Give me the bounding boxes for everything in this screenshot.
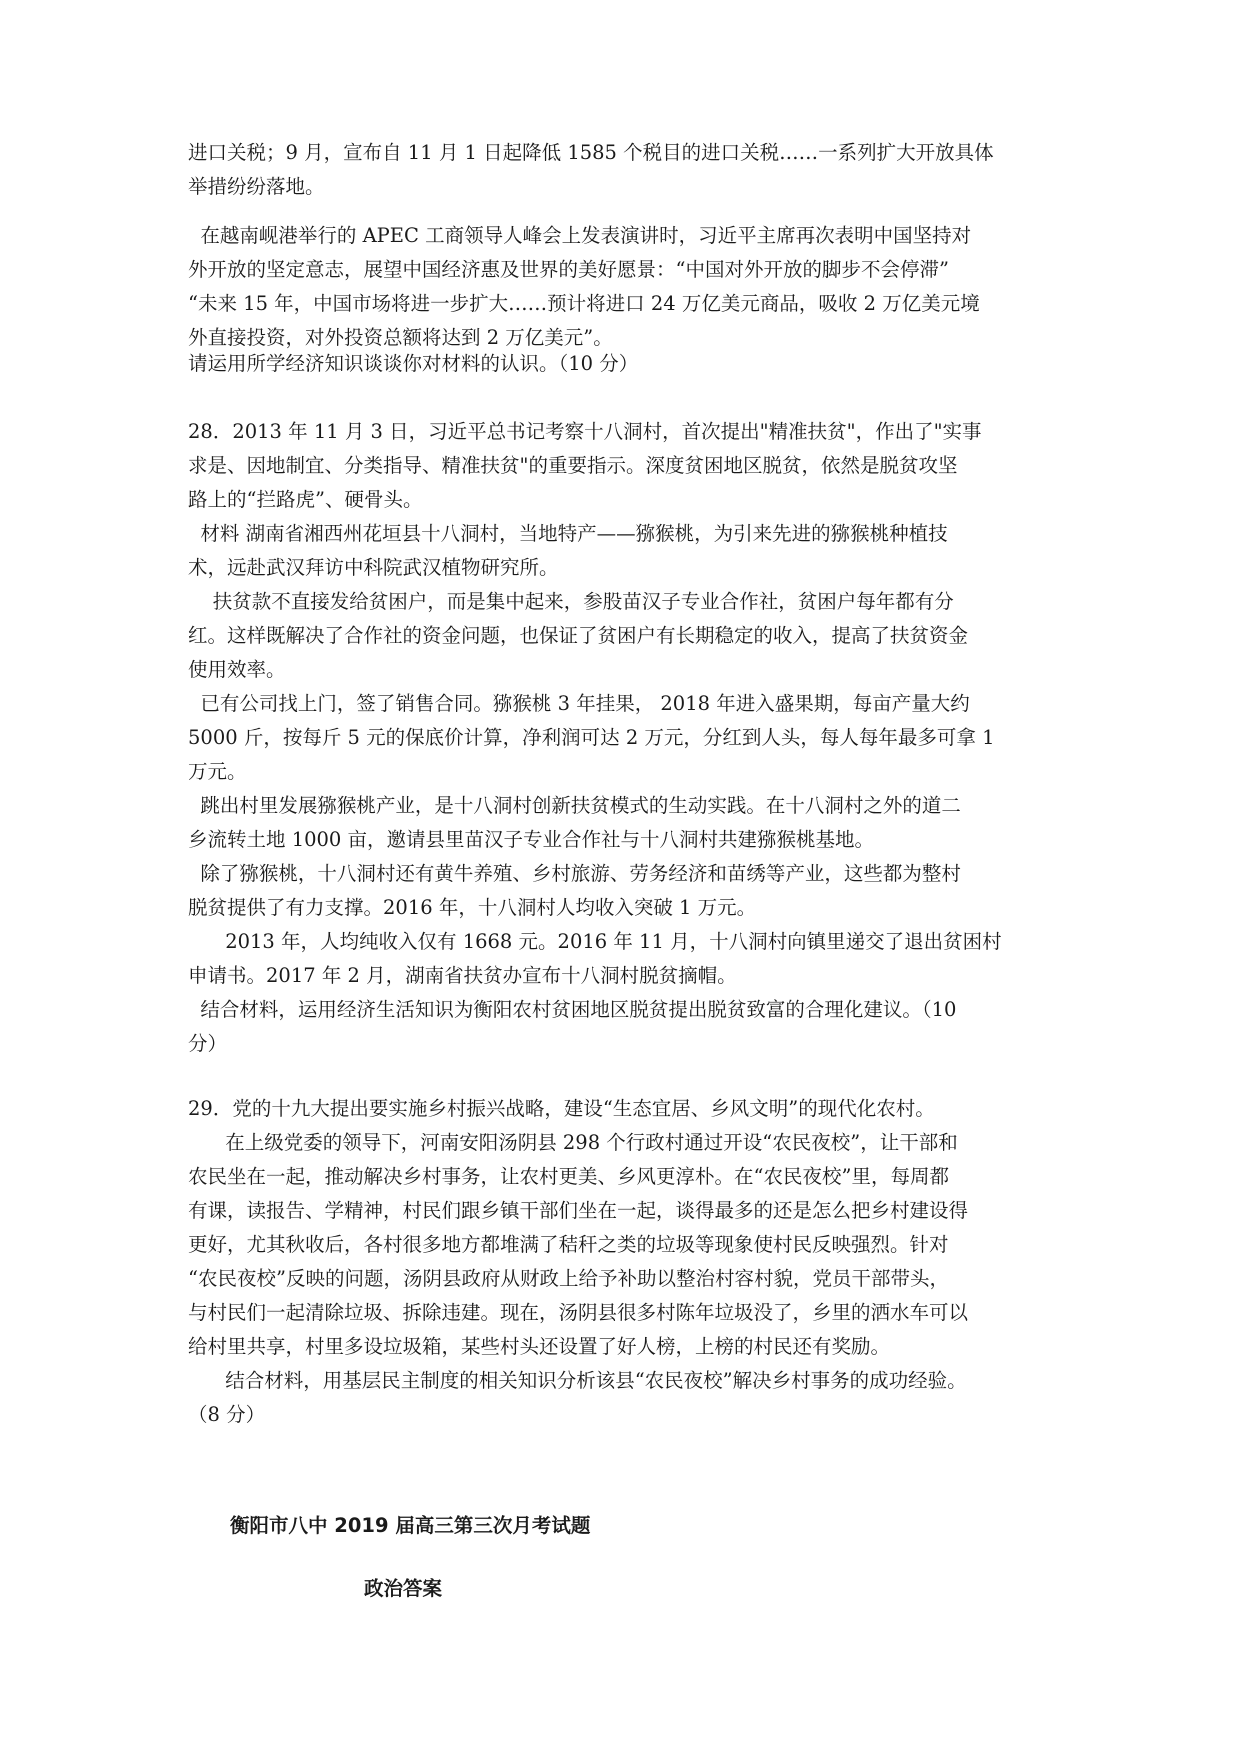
text-line: 进口关税；9 月，宣布自 11 月 1 日起降低 1585 个税目的进口关税……一系列扩大开放具体	[188, 141, 994, 164]
text-line: 29．党的十九大提出要实施乡村振兴战略，建设“生态宜居、乡风文明”的现代化农村。	[188, 1097, 935, 1120]
answer-section-subtitle: 政治答案	[364, 1577, 443, 1600]
text-line: 扶贫款不直接发给贫困户，而是集中起来，参股苗汉子专业合作社，贫困户每年都有分	[188, 590, 954, 613]
text-line: 路上的“拦路虎”、硬骨头。	[188, 488, 423, 511]
text-line: 给村里共享，村里多设垃圾箱，某些村头还设置了好人榜，上榜的村民还有奖励。	[188, 1335, 891, 1358]
text-line: “农民夜校”反映的问题，汤阴县政府从财政上给予补助以整治村容村貌，党员干部带头，	[188, 1267, 949, 1290]
text-line: 与村民们一起清除垃圾、拆除违建。现在，汤阴县很多村陈年垃圾没了，乡里的洒水车可以	[188, 1301, 969, 1324]
text-line: （8 分）	[188, 1403, 266, 1426]
text-line: 举措纷纷落地。	[188, 175, 325, 198]
text-line: 材料 湖南省湘西州花垣县十八洞村，当地特产——猕猴桃，为引来先进的猕猴桃种植技	[188, 522, 948, 545]
text-line: 在上级党委的领导下，河南安阳汤阴县 298 个行政村通过开设“农民夜校”，让干部和	[188, 1131, 958, 1154]
text-line: 申请书。2017 年 2 月，湖南省扶贫办宣布十八洞村脱贫摘帽。	[188, 964, 737, 987]
text-line: 除了猕猴桃，十八洞村还有黄牛养殖、乡村旅游、劳务经济和苗绣等产业，这些都为整村	[188, 862, 961, 885]
text-line: 外直接投资，对外投资总额将达到 2 万亿美元”。	[188, 326, 613, 349]
text-line: 跳出村里发展猕猴桃产业，是十八洞村创新扶贫模式的生动实践。在十八洞村之外的道二	[188, 794, 961, 817]
text-line: 已有公司找上门，签了销售合同。猕猴桃 3 年挂果， 2018 年进入盛果期，每亩产量大约	[188, 692, 970, 715]
text-line: 脱贫提供了有力支撑。2016 年，十八洞村人均收入突破 1 万元。	[188, 896, 757, 919]
question-prompt: 请运用所学经济知识谈谈你对材料的认识。（10 分）	[188, 352, 639, 375]
text-line: 5000 斤，按每斤 5 元的保底价计算，净利润可达 2 万元，分红到人头，每人每年最多可拿 1	[188, 726, 995, 749]
text-line: “未来 15 年，中国市场将进一步扩大……预计将进口 24 万亿美元商品，吸收 2 万亿美元境	[188, 292, 980, 315]
text-line: 2013 年，人均纯收入仅有 1668 元。2016 年 11 月，十八洞村向镇里递交了退出贫困村	[188, 930, 1002, 953]
text-line: 乡流转土地 1000 亩，邀请县里苗汉子专业合作社与十八洞村共建猕猴桃基地。	[188, 828, 875, 851]
text-line: 术，远赴武汉拜访中科院武汉植物研究所。	[188, 556, 559, 579]
text-line: 更好，尤其秋收后，各村很多地方都堆满了秸秆之类的垃圾等现象使村民反映强烈。针对	[188, 1233, 949, 1256]
answer-section-title: 衡阳市八中 2019 届高三第三次月考试题	[230, 1514, 591, 1537]
text-line: 求是、因地制宜、分类指导、精准扶贫"的重要指示。深度贫困地区脱贫，依然是脱贫攻坚	[188, 454, 958, 477]
text-line: 使用效率。	[188, 658, 286, 681]
text-line: 有课，读报告、学精神，村民们跟乡镇干部们坐在一起，谈得最多的还是怎么把乡村建设得	[188, 1199, 969, 1222]
text-line: 农民坐在一起，推动解决乡村事务，让农村更美、乡风更淳朴。在“农民夜校”里，每周都	[188, 1165, 949, 1188]
question-prompt: 结合材料，运用经济生活知识为衡阳农村贫困地区脱贫提出脱贫致富的合理化建议。（10	[188, 998, 957, 1021]
text-line: 28．2013 年 11 月 3 日，习近平总书记考察十八洞村，首次提出"精准扶贫"，作出了"实事	[188, 420, 982, 443]
text-line: 在越南岘港举行的 APEC 工商领导人峰会上发表演讲时，习近平主席再次表明中国坚持对	[188, 224, 972, 247]
question-prompt: 结合材料，用基层民主制度的相关知识分析该县“农民夜校”解决乡村事务的成功经验。	[188, 1369, 967, 1392]
text-line: 外开放的坚定意志，展望中国经济惠及世界的美好愿景：“中国对外开放的脚步不会停滞”	[188, 258, 949, 281]
text-line: 红。这样既解决了合作社的资金问题，也保证了贫困户有长期稳定的收入，提高了扶贫资金	[188, 624, 969, 647]
text-line: 万元。	[188, 760, 247, 783]
text-line: 分）	[188, 1032, 228, 1055]
